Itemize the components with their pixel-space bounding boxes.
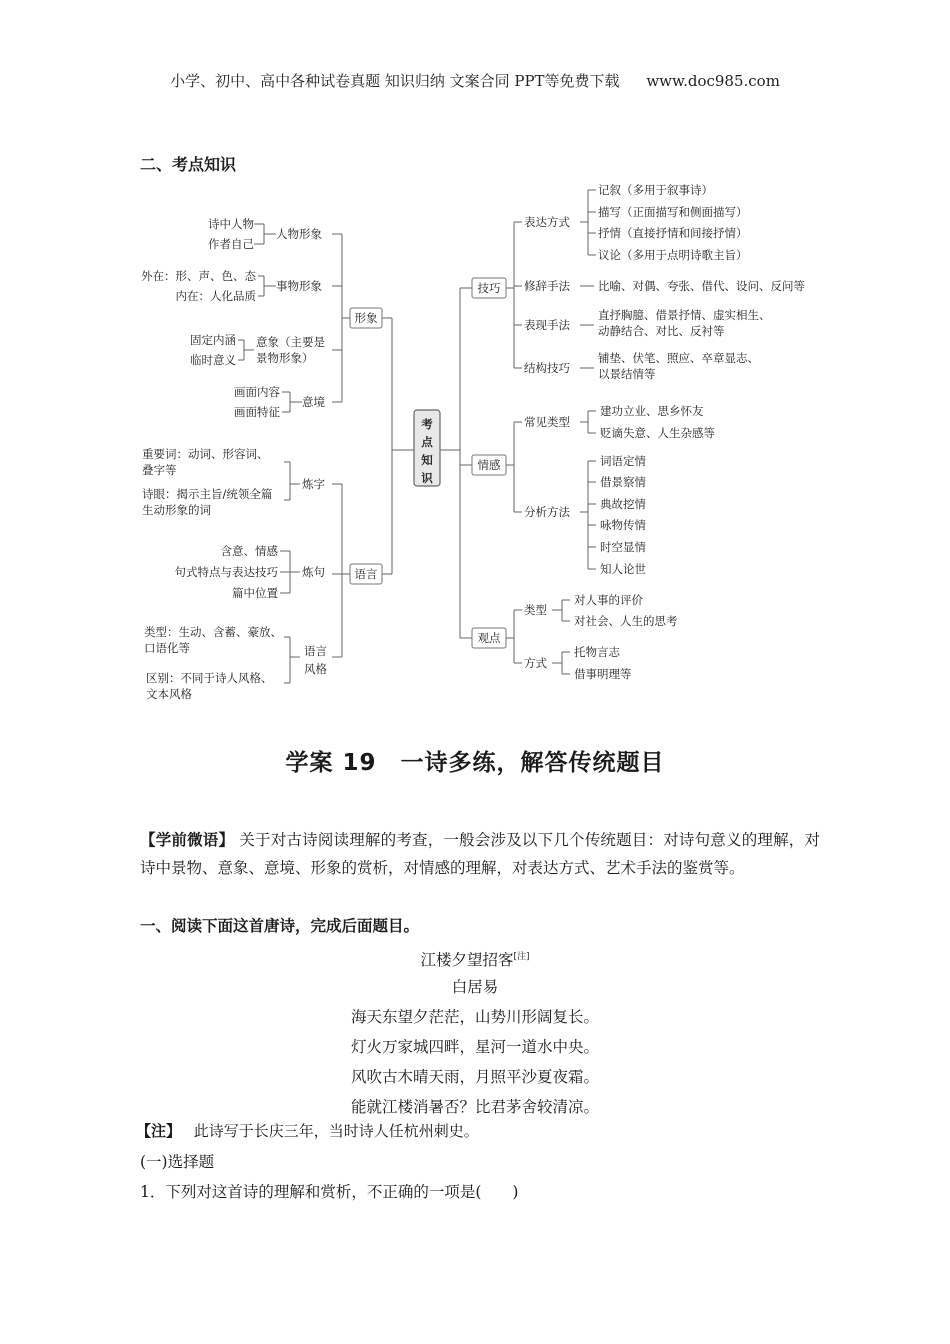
header-text: 小学、初中、高中各种试卷真题 知识归纳 文案合同 PPT等免费下载 <box>170 72 620 90</box>
poem-author: 白居易 <box>451 978 499 996</box>
fangshi-item-0: 托物言志 <box>574 645 620 659</box>
node-yixiang-line-0: 意象（主要是 <box>256 335 325 349</box>
intro-text: 关于对古诗阅读理解的考查，一般会涉及以下几个传统题目：对诗句意义的理解，对诗中景物、意象、意境、形象的赏析，对情感的理解，对表达方式、艺术手法的鉴赏等。 <box>140 831 820 877</box>
lianzi-item-3: 生动形象的词 <box>142 503 211 517</box>
poem <box>0 942 950 1122</box>
header-site[interactable]: www.doc985.com <box>646 72 780 90</box>
renwu-item-0: 诗中人物 <box>208 217 254 231</box>
biaoda-item-3: 议论（多用于点明诗歌主旨） <box>598 248 748 262</box>
section-title: 二、考点知识 <box>140 155 237 174</box>
mindmap-root-char-2: 知 <box>421 453 433 467</box>
note-text: 此诗写于长庆三年，当时诗人任杭州刺史。 <box>193 1122 479 1140</box>
note-tag: 【注】 <box>136 1122 182 1140</box>
changjian-item-1: 贬谪失意、人生杂感等 <box>600 426 715 440</box>
mindmap-root-char-0: 考 <box>421 417 433 431</box>
poem-title: 江楼夕望招客 <box>420 951 514 970</box>
biaoxian-item-1: 动静结合、对比、反衬等 <box>598 324 725 338</box>
node-fangshi: 方式 <box>524 656 547 670</box>
fenxi-item-4: 时空显情 <box>600 540 646 554</box>
node-shiwu: 事物形象 <box>276 279 322 293</box>
fengge-item-2: 区别：不同于诗人风格、 <box>146 671 273 685</box>
biaoda-item-1: 描写（正面描写和侧面描写） <box>598 205 748 219</box>
fengge-item-3: 文本风格 <box>146 687 192 701</box>
yixiang-item-1: 临时意义 <box>190 353 236 367</box>
node-biaoxian: 表现手法 <box>524 318 570 332</box>
renwu-item-1: 作者自己 <box>208 237 254 251</box>
poem-line: 能就江楼消暑否？比君茅舍较清凉。 <box>350 1098 599 1116</box>
biaoda-item-2: 抒情（直接抒情和间接抒情） <box>598 226 748 240</box>
node-biaoda: 表达方式 <box>524 215 570 229</box>
xiuci-items: 比喻、对偶、夸张、借代、设问、反问等 <box>598 279 805 293</box>
node-fengge-line-0: 语言 <box>304 644 327 658</box>
intro-paragraph <box>140 826 820 882</box>
subsection-heading: (一)选择题 <box>140 1153 215 1171</box>
jiegou-item-1: 以景结情等 <box>598 367 656 381</box>
node-leixing: 类型 <box>524 603 547 617</box>
node-fengge-line-1: 风格 <box>304 662 327 676</box>
yijing-item-1: 画面特征 <box>234 405 280 419</box>
fenxi-item-5: 知人论世 <box>600 562 646 576</box>
mindmap-root-char-1: 点 <box>421 435 433 449</box>
shiwu-item-0: 外在：形、声、色、态 <box>141 269 256 283</box>
intro-tag: 【学前微语】 <box>140 831 235 849</box>
page-header <box>0 70 950 91</box>
jiegou-item-0: 铺垫、伏笔、照应、卒章显志、 <box>598 351 759 365</box>
fenxi-item-1: 借景察情 <box>600 475 646 489</box>
node-fenxi: 分析方法 <box>524 505 570 519</box>
node-qinggan: 情感 <box>477 458 501 472</box>
knowledge-mindmap <box>0 170 950 710</box>
fenxi-item-0: 词语定情 <box>600 454 646 468</box>
poem-note <box>136 1120 479 1141</box>
fenxi-item-3: 咏物传情 <box>600 518 646 532</box>
mindmap-root-char-3: 识 <box>421 471 433 485</box>
leixing-item-1: 对社会、人生的思考 <box>574 614 678 628</box>
node-xingxiang: 形象 <box>354 311 378 325</box>
poem-line: 风吹古木晴天雨，月照平沙夏夜霜。 <box>350 1068 599 1086</box>
changjian-item-0: 建功立业、思乡怀友 <box>600 404 704 418</box>
node-yijing: 意境 <box>302 395 325 409</box>
node-changjian: 常见类型 <box>524 415 570 429</box>
lianzi-item-0: 重要词：动词、形容词、 <box>142 447 269 461</box>
shiwu-item-1: 内在：人化品质 <box>175 289 256 303</box>
biaoda-item-0: 记叙（多用于叙事诗） <box>598 183 713 197</box>
node-xiuci: 修辞手法 <box>524 279 570 293</box>
lianju-item-0: 含意、情感 <box>220 544 278 558</box>
fengge-item-1: 口语化等 <box>144 641 190 655</box>
node-lianzi: 炼字 <box>302 477 325 491</box>
lianju-item-2: 篇中位置 <box>232 586 278 600</box>
fangshi-item-1: 借事明理等 <box>574 667 632 681</box>
lianju-item-1: 句式特点与表达技巧 <box>174 565 278 579</box>
leixing-item-0: 对人事的评价 <box>574 593 643 607</box>
lianzi-item-2: 诗眼：揭示主旨/统领全篇 <box>142 487 273 501</box>
poem-line: 灯火万家城四畔，星河一道水中央。 <box>350 1038 599 1056</box>
question-1: 1．下列对这首诗的理解和赏析，不正确的一项是( ) <box>140 1183 519 1201</box>
yijing-item-0: 画面内容 <box>234 385 280 399</box>
fenxi-item-2: 典故挖情 <box>600 497 646 511</box>
node-yixiang-line-1: 景物形象） <box>256 351 314 365</box>
biaoxian-item-0: 直抒胸臆、借景抒情、虚实相生、 <box>598 308 771 322</box>
part-one-heading: 一、阅读下面这首唐诗，完成后面题目。 <box>140 917 420 935</box>
node-renwu: 人物形象 <box>276 227 322 241</box>
poem-line: 海天东望夕茫茫，山势川形阔复长。 <box>350 1008 599 1026</box>
poem-title-note: [注] <box>513 952 530 962</box>
lianzi-item-1: 叠字等 <box>142 463 177 477</box>
node-yuyan: 语言 <box>354 567 378 581</box>
poem-title-line <box>0 942 950 972</box>
node-guandian: 观点 <box>477 631 501 645</box>
lesson-title: 学案 19 一诗多练，解答传统题目 <box>285 750 665 776</box>
node-jiegou: 结构技巧 <box>524 361 570 375</box>
node-lianju: 炼句 <box>302 565 325 579</box>
node-jiqiao: 技巧 <box>477 281 501 295</box>
yixiang-item-0: 固定内涵 <box>190 333 236 347</box>
fengge-item-0: 类型：生动、含蓄、豪放、 <box>144 625 282 639</box>
